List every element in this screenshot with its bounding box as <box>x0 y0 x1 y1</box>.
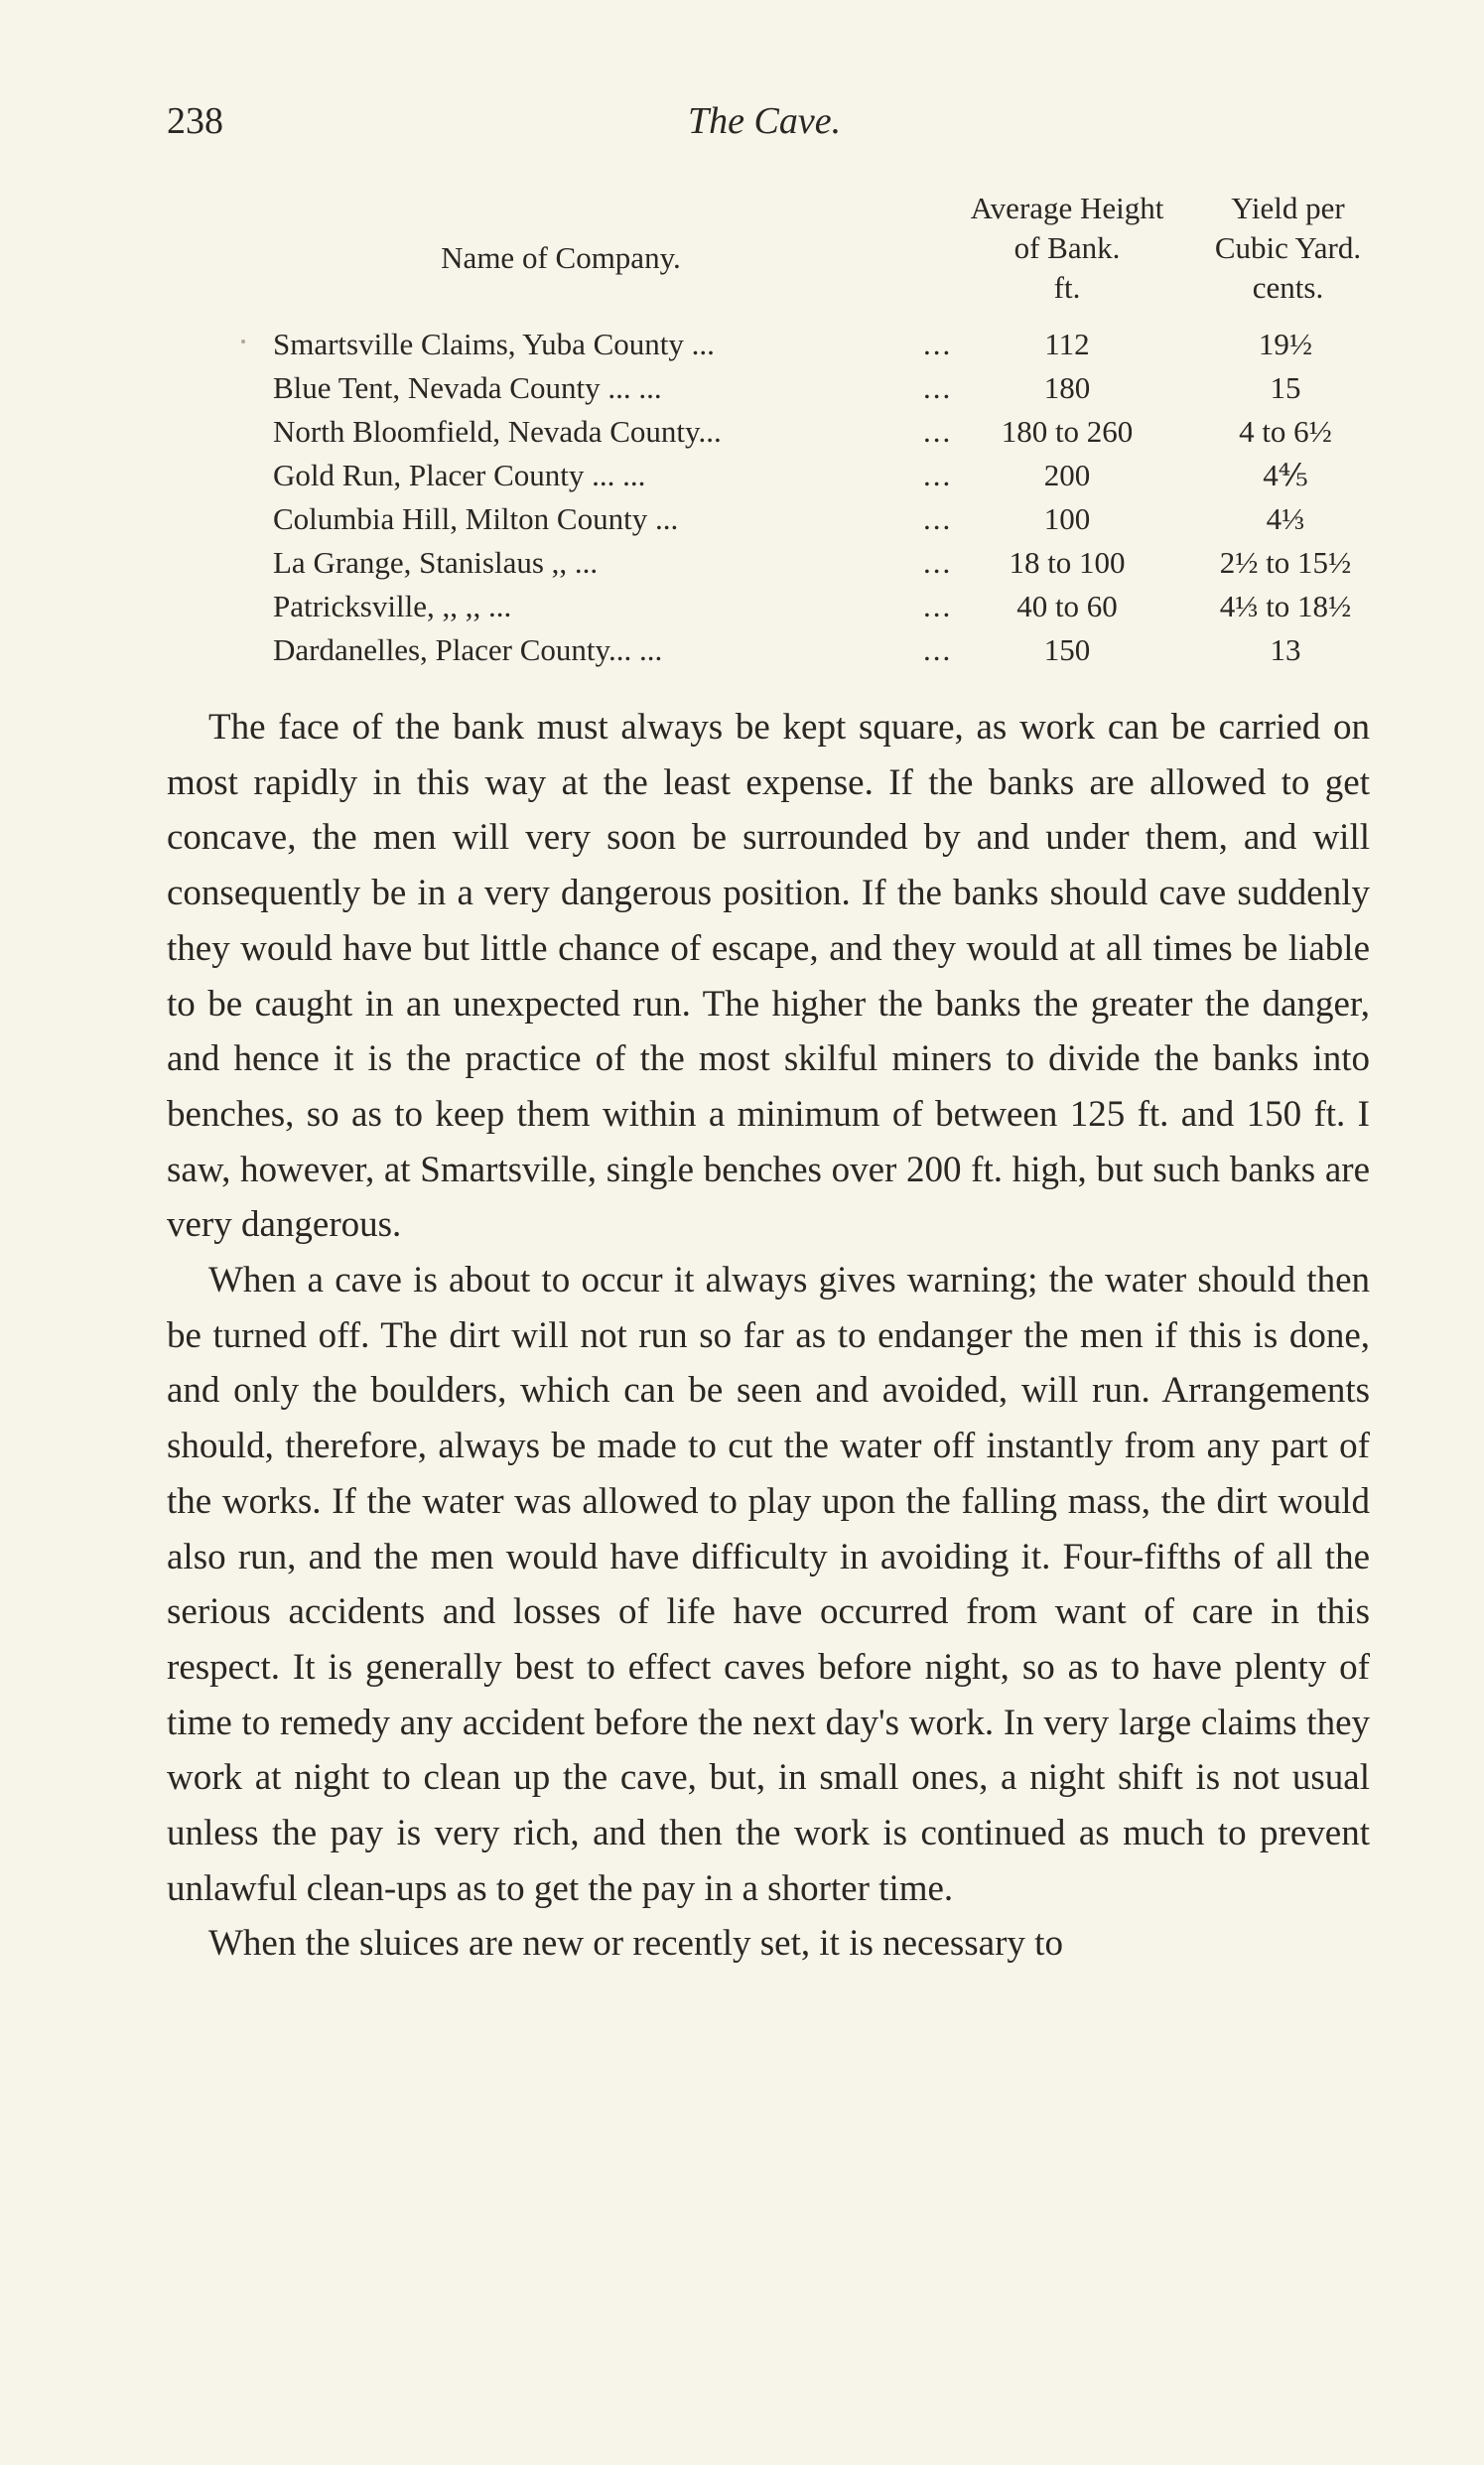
bank-height: 200 <box>1043 458 1091 492</box>
dot-leaders: ... <box>923 589 953 623</box>
table-row <box>0 585 1484 628</box>
dot-leaders: ... <box>923 327 953 361</box>
dot-leaders: ... <box>923 414 953 449</box>
running-head <box>167 99 1370 149</box>
table-row <box>0 628 1484 672</box>
bank-height: 180 to 260 <box>1001 414 1134 449</box>
bank-height: 40 to 60 <box>1016 589 1118 623</box>
header-line: Yield per <box>1231 191 1345 225</box>
company-name: Gold Run, Placer County ... ... <box>273 458 646 492</box>
header-line: of Bank. <box>1013 230 1121 265</box>
bank-height: 18 to 100 <box>1009 545 1126 580</box>
dot-leaders: ... <box>923 501 953 536</box>
running-title: The Cave. <box>688 100 842 142</box>
header-line: Average Height <box>970 191 1164 225</box>
header-line: ft. <box>1053 270 1081 305</box>
yield-value: 13 <box>1270 632 1301 667</box>
header-line: Cubic Yard. <box>1214 230 1362 265</box>
yield-value: 4⅓ to 18½ <box>1219 589 1352 623</box>
yield-value: 4⅘ <box>1263 458 1308 492</box>
bank-height: 150 <box>1043 632 1091 667</box>
column-header-yield <box>1186 189 1390 308</box>
table-row <box>0 541 1484 585</box>
header-line: Name of Company. <box>441 240 681 275</box>
yield-value: 4 to 6½ <box>1239 414 1332 449</box>
table-row <box>0 410 1484 454</box>
paragraph: The face of the bank must always be kept square, as work can be carried on most rapidly in this way at the least expense. If the banks are allowed to get concave, the men will very soon be surrounded by and under them, and will consequently be in a very dangerous position. If the banks should cave suddenly they would have but little chance of escape, and they would at all times be liable to be caught in an unexpected run. The higher the banks the greater the danger, and hence it is the practice of the most skilful miners to divide the banks into benches, so as to keep them within a minimum of between 125 ft. and 150 ft. I saw, however, at Smartsville, single benches over 200 ft. high, but such banks are very dangerous. <box>167 707 1370 1246</box>
company-name: Patricksville, ,, ,, ... <box>273 589 512 623</box>
column-header-height <box>918 189 1216 308</box>
yield-value: 4⅓ <box>1266 501 1305 536</box>
table-row <box>0 454 1484 497</box>
paragraph: When the sluices are new or recently set, it is necessary to <box>208 1923 1063 1965</box>
dot-leaders: ... <box>923 370 953 405</box>
company-name: Blue Tent, Nevada County ... ... <box>273 370 662 405</box>
dot-leaders: ... <box>923 458 953 492</box>
yield-value: 15 <box>1270 370 1301 405</box>
table-row <box>0 497 1484 541</box>
company-name: Smartsville Claims, Yuba County ... <box>273 327 715 361</box>
company-name: La Grange, Stanislaus ,, ... <box>273 545 599 580</box>
dot-leaders: ... <box>923 545 953 580</box>
table-row <box>0 323 1484 366</box>
column-header-company <box>397 238 725 278</box>
dot-leaders: ... <box>923 632 953 667</box>
company-name: North Bloomfield, Nevada County... <box>273 414 722 449</box>
company-name: Dardanelles, Placer County... ... <box>273 632 663 667</box>
table-row <box>0 366 1484 410</box>
company-name: Columbia Hill, Milton County ... <box>273 501 679 536</box>
yield-value: 2½ to 15½ <box>1219 545 1352 580</box>
header-line: cents. <box>1252 270 1324 305</box>
bank-height: 180 <box>1043 370 1091 405</box>
yield-value: 19½ <box>1258 327 1313 361</box>
bank-height: 100 <box>1043 501 1091 536</box>
body-text <box>167 700 1370 1972</box>
page-number: 238 <box>167 100 223 142</box>
bank-height: 112 <box>1044 327 1090 361</box>
paragraph: When a cave is about to occur it always gives warning; the water should then be turned off. The dirt will not run so far as to endanger the men if this is done, and only the boulders, which can be seen and avoided, will run. Arrangements should, therefore, always be made to cut the water off instantly from any part of the works. If the water was allowed to play upon the falling mass, the dirt would also run, and the men would have difficulty in avoiding it. Four-fifths of all the serious accidents and losses of life have occurred from want of care in this respect. It is generally best to effect caves before night, so as to have plenty of time to remedy any accident before the next day's work. In very large claims they work at night to clean up the cave, but, in small ones, a night shift is not usual unless the pay is very rich, and then the work is continued as much to prevent unlawful clean-ups as to get the pay in a shorter time. <box>167 1260 1370 1909</box>
